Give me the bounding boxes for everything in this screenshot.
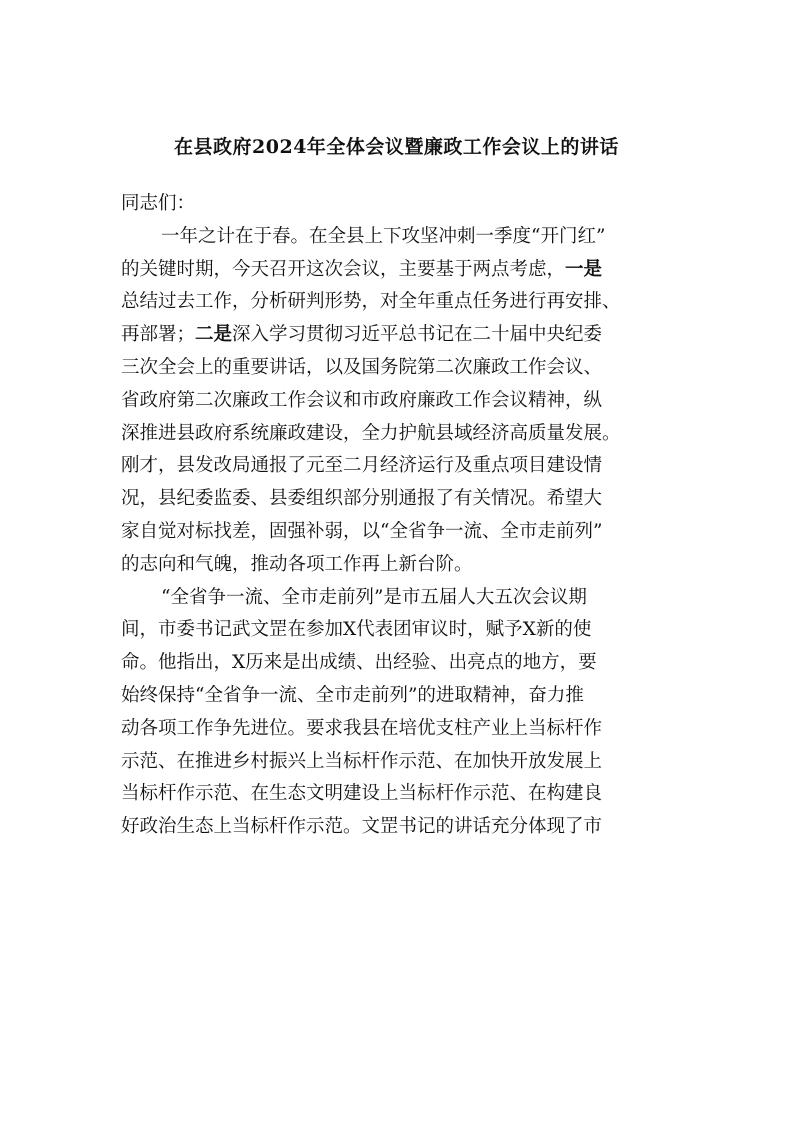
paragraph-line: 况，县纪委监委、县委组织部分别通报了有关情况。希望大: [121, 488, 603, 510]
paragraph-line: 家自觉对标找差，固强补弱，以“全省争一流、全市走前列”: [121, 520, 603, 542]
paragraph-1: [121, 221, 673, 582]
paragraph-line: 的志向和气魄，推动各项工作再上新台阶。: [121, 553, 473, 575]
document-body: [121, 188, 673, 844]
salutation: 同志们：: [121, 193, 196, 214]
document-title: 在县政府2024年全体会议暨廉政工作会议上的讲话: [174, 136, 619, 158]
emphasis-first-point: 一是: [565, 258, 603, 280]
paragraph-line: 省政府第二次廉政工作会议和市政府廉政工作会议精神，纵: [121, 389, 603, 411]
paragraph-line: 当标杆作示范、在生态文明建设上当标杆作示范、在构建良: [121, 783, 603, 805]
paragraph-line: 动各项工作争先进位。要求我县在培优支柱产业上当标杆作: [121, 717, 603, 739]
paragraph-line: “全省争一流、全市走前列”是市五届人大五次会议期: [161, 586, 587, 608]
emphasis-second-point: 二是: [195, 324, 233, 346]
paragraph-line: 总结过去工作，分析研判形势，对全年重点任务进行再安排、: [121, 291, 621, 313]
paragraph-line: 三次全会上的重要讲话，以及国务院第二次廉政工作会议、: [121, 356, 603, 378]
paragraph-line: 命。他指出，X历来是出成绩、出经验、出亮点的地方，要: [121, 652, 597, 674]
paragraph-line: 一年之计在于春。在全县上下攻坚冲刺一季度“开门红”: [161, 225, 606, 247]
paragraph-line: 间，市委书记武文罡在参加X代表团审议时，赋予X新的使: [121, 619, 592, 641]
text-run: 再部署；: [121, 324, 196, 346]
text-run: 的关键时期，今天召开这次会议，主要基于两点考虑，: [121, 258, 566, 280]
paragraph-line: 好政治生态上当标杆作示范。文罡书记的讲话充分体现了市: [121, 816, 603, 838]
paragraph-line: 示范、在推进乡村振兴上当标杆作示范、在加快开放发展上: [121, 750, 603, 772]
paragraph-line: 刚才，县发改局通报了元至二月经济运行及重点项目建设情: [121, 455, 603, 477]
paragraph-line: 深推进县政府系统廉政建设，全力护航县域经济高质量发展。: [121, 422, 621, 444]
text-run: 深入学习贯彻习近平总书记在二十届中央纪委: [232, 324, 603, 346]
paragraph-line: 始终保持“全省争一流、全市走前列”的进取精神，奋力推: [121, 684, 584, 706]
paragraph-2: [121, 582, 673, 844]
paragraph-line: [121, 319, 673, 352]
paragraph-line: [121, 254, 673, 287]
